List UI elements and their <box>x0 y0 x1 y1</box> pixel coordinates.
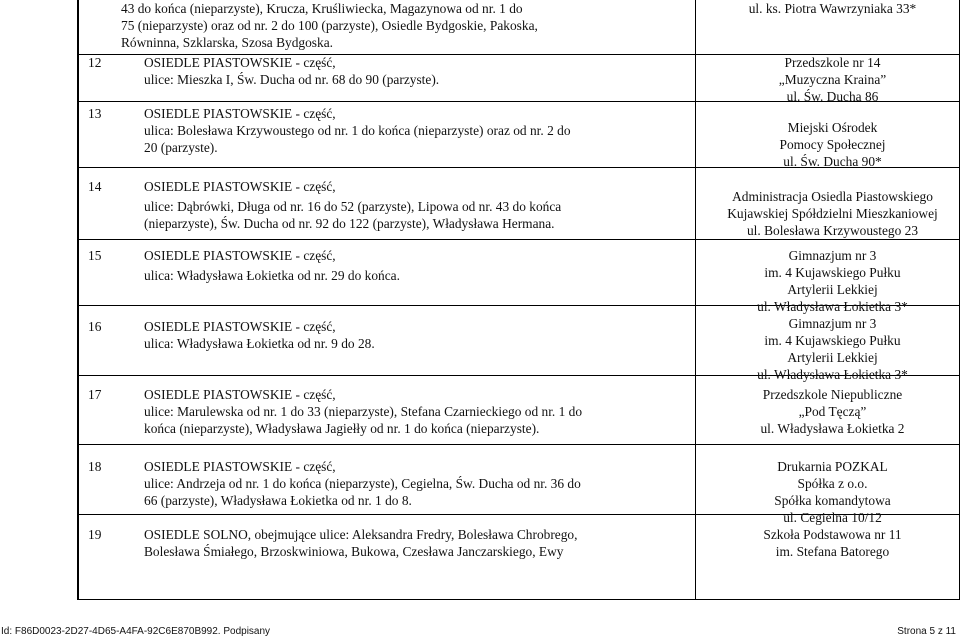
row-divider <box>78 444 959 445</box>
row-description: OSIEDLE PIASTOWSKIE - część, ulice: Mieszka I, Św. Ducha od nr. 68 do 90 (parzyste). <box>144 55 440 87</box>
row-institution: Przedszkole Niepubliczne „Pod Tęczą” ul. Władysława Łokietka 2 <box>760 387 905 436</box>
row-institution: Miejski Ośrodek Pomocy Społecznej ul. Św. Ducha 90* <box>779 120 886 169</box>
row-institution: Przedszkole nr 14 „Muzyczna Kraina” ul. Św. Ducha 86 <box>778 55 887 104</box>
page-number: Strona 5 z 11 <box>897 626 956 637</box>
row-description: OSIEDLE PIASTOWSKIE - część, ulica: Władysława Łokietka od nr. 9 do 28. <box>144 319 375 351</box>
row-description: OSIEDLE PIASTOWSKIE - część, ulice: Andrzeja od nr. 1 do końca (nieparzyste), Cegielna, Św. Ducha od nr. 36 do 66 (parzyste), Władysława Łokietka od nr. 1 do 8. <box>144 459 581 508</box>
row-institution: Gimnazjum nr 3 im. 4 Kujawskiego Pułku Artylerii Lekkiej ul. Władysława Łokietka 3* <box>757 316 908 382</box>
row-institution: Szkoła Podstawowa nr 11 im. Stefana Batorego <box>763 527 902 559</box>
row-description: OSIEDLE SOLNO, obejmujące ulice: Aleksandra Fredry, Bolesława Chrobrego, Bolesława Śmiałego, Brzoskwiniowa, Bukowa, Czesława Janczarskiego, Ewy <box>144 527 578 559</box>
row-divider <box>78 239 959 240</box>
row-institution: Gimnazjum nr 3 im. 4 Kujawskiego Pułku Artylerii Lekkiej ul. Władysława Łokietka 3* <box>757 248 908 314</box>
column-divider <box>695 0 696 600</box>
row-number: 19 <box>88 527 102 542</box>
row-number: 12 <box>88 55 102 70</box>
row-institution: ul. ks. Piotra Wawrzyniaka 33* <box>748 1 917 16</box>
document-id: Id: F86D0023-2D27-4D65-A4FA-92C6E870B992. Podpisany <box>1 626 271 637</box>
row-institution: Drukarnia POZKAL Spółka z o.o. Spółka komandytowa ul. Cegielna 10/12 <box>774 459 891 525</box>
row-number: 17 <box>88 387 102 402</box>
table-border-left <box>78 0 79 600</box>
districts-table <box>77 0 960 600</box>
row-number: 16 <box>88 319 102 334</box>
row-description: OSIEDLE PIASTOWSKIE - część, ulice: Dąbrówki, Długa od nr. 16 do 52 (parzyste), Lipowa od nr. 43 do końca (nieparzyste), Św. Ducha od nr. 92 do 122 (parzyste), Władysława Hermana. <box>144 179 562 231</box>
row-description: OSIEDLE PIASTOWSKIE - część, ulica: Bolesława Krzywoustego od nr. 1 do końca (nieparzyste) oraz od nr. 2 do 20 (parzyste). <box>144 106 571 155</box>
row-number: 15 <box>88 248 102 263</box>
row-description: OSIEDLE PIASTOWSKIE - część, ulice: Marulewska od nr. 1 do 33 (nieparzyste), Stefana Czarnieckiego od nr. 1 do końca (nieparzyste), Władysława Jagiełły od nr. 1 do końca (nieparzyste). <box>144 387 583 436</box>
row-number: 14 <box>88 179 102 194</box>
row-number: 18 <box>88 459 102 474</box>
row-description: 43 do końca (nieparzyste), Krucza, Kruśliwiecka, Magazynowa od nr. 1 do 75 (nieparzyste) oraz od nr. 2 do 100 (parzyste), Osiedle Bydgoskie, Pakoska, Równinna, Szklarska, Szosa Bydgoska. <box>121 1 538 50</box>
row-institution: Administracja Osiedla Piastowskiego Kujawskiej Spółdzielni Mieszkaniowej ul. Bolesława Krzywoustego 23 <box>727 189 938 238</box>
table-bottom-border <box>78 599 959 600</box>
row-description: OSIEDLE PIASTOWSKIE - część, ulica: Władysława Łokietka od nr. 29 do końca. <box>144 248 400 283</box>
row-number: 13 <box>88 106 102 121</box>
